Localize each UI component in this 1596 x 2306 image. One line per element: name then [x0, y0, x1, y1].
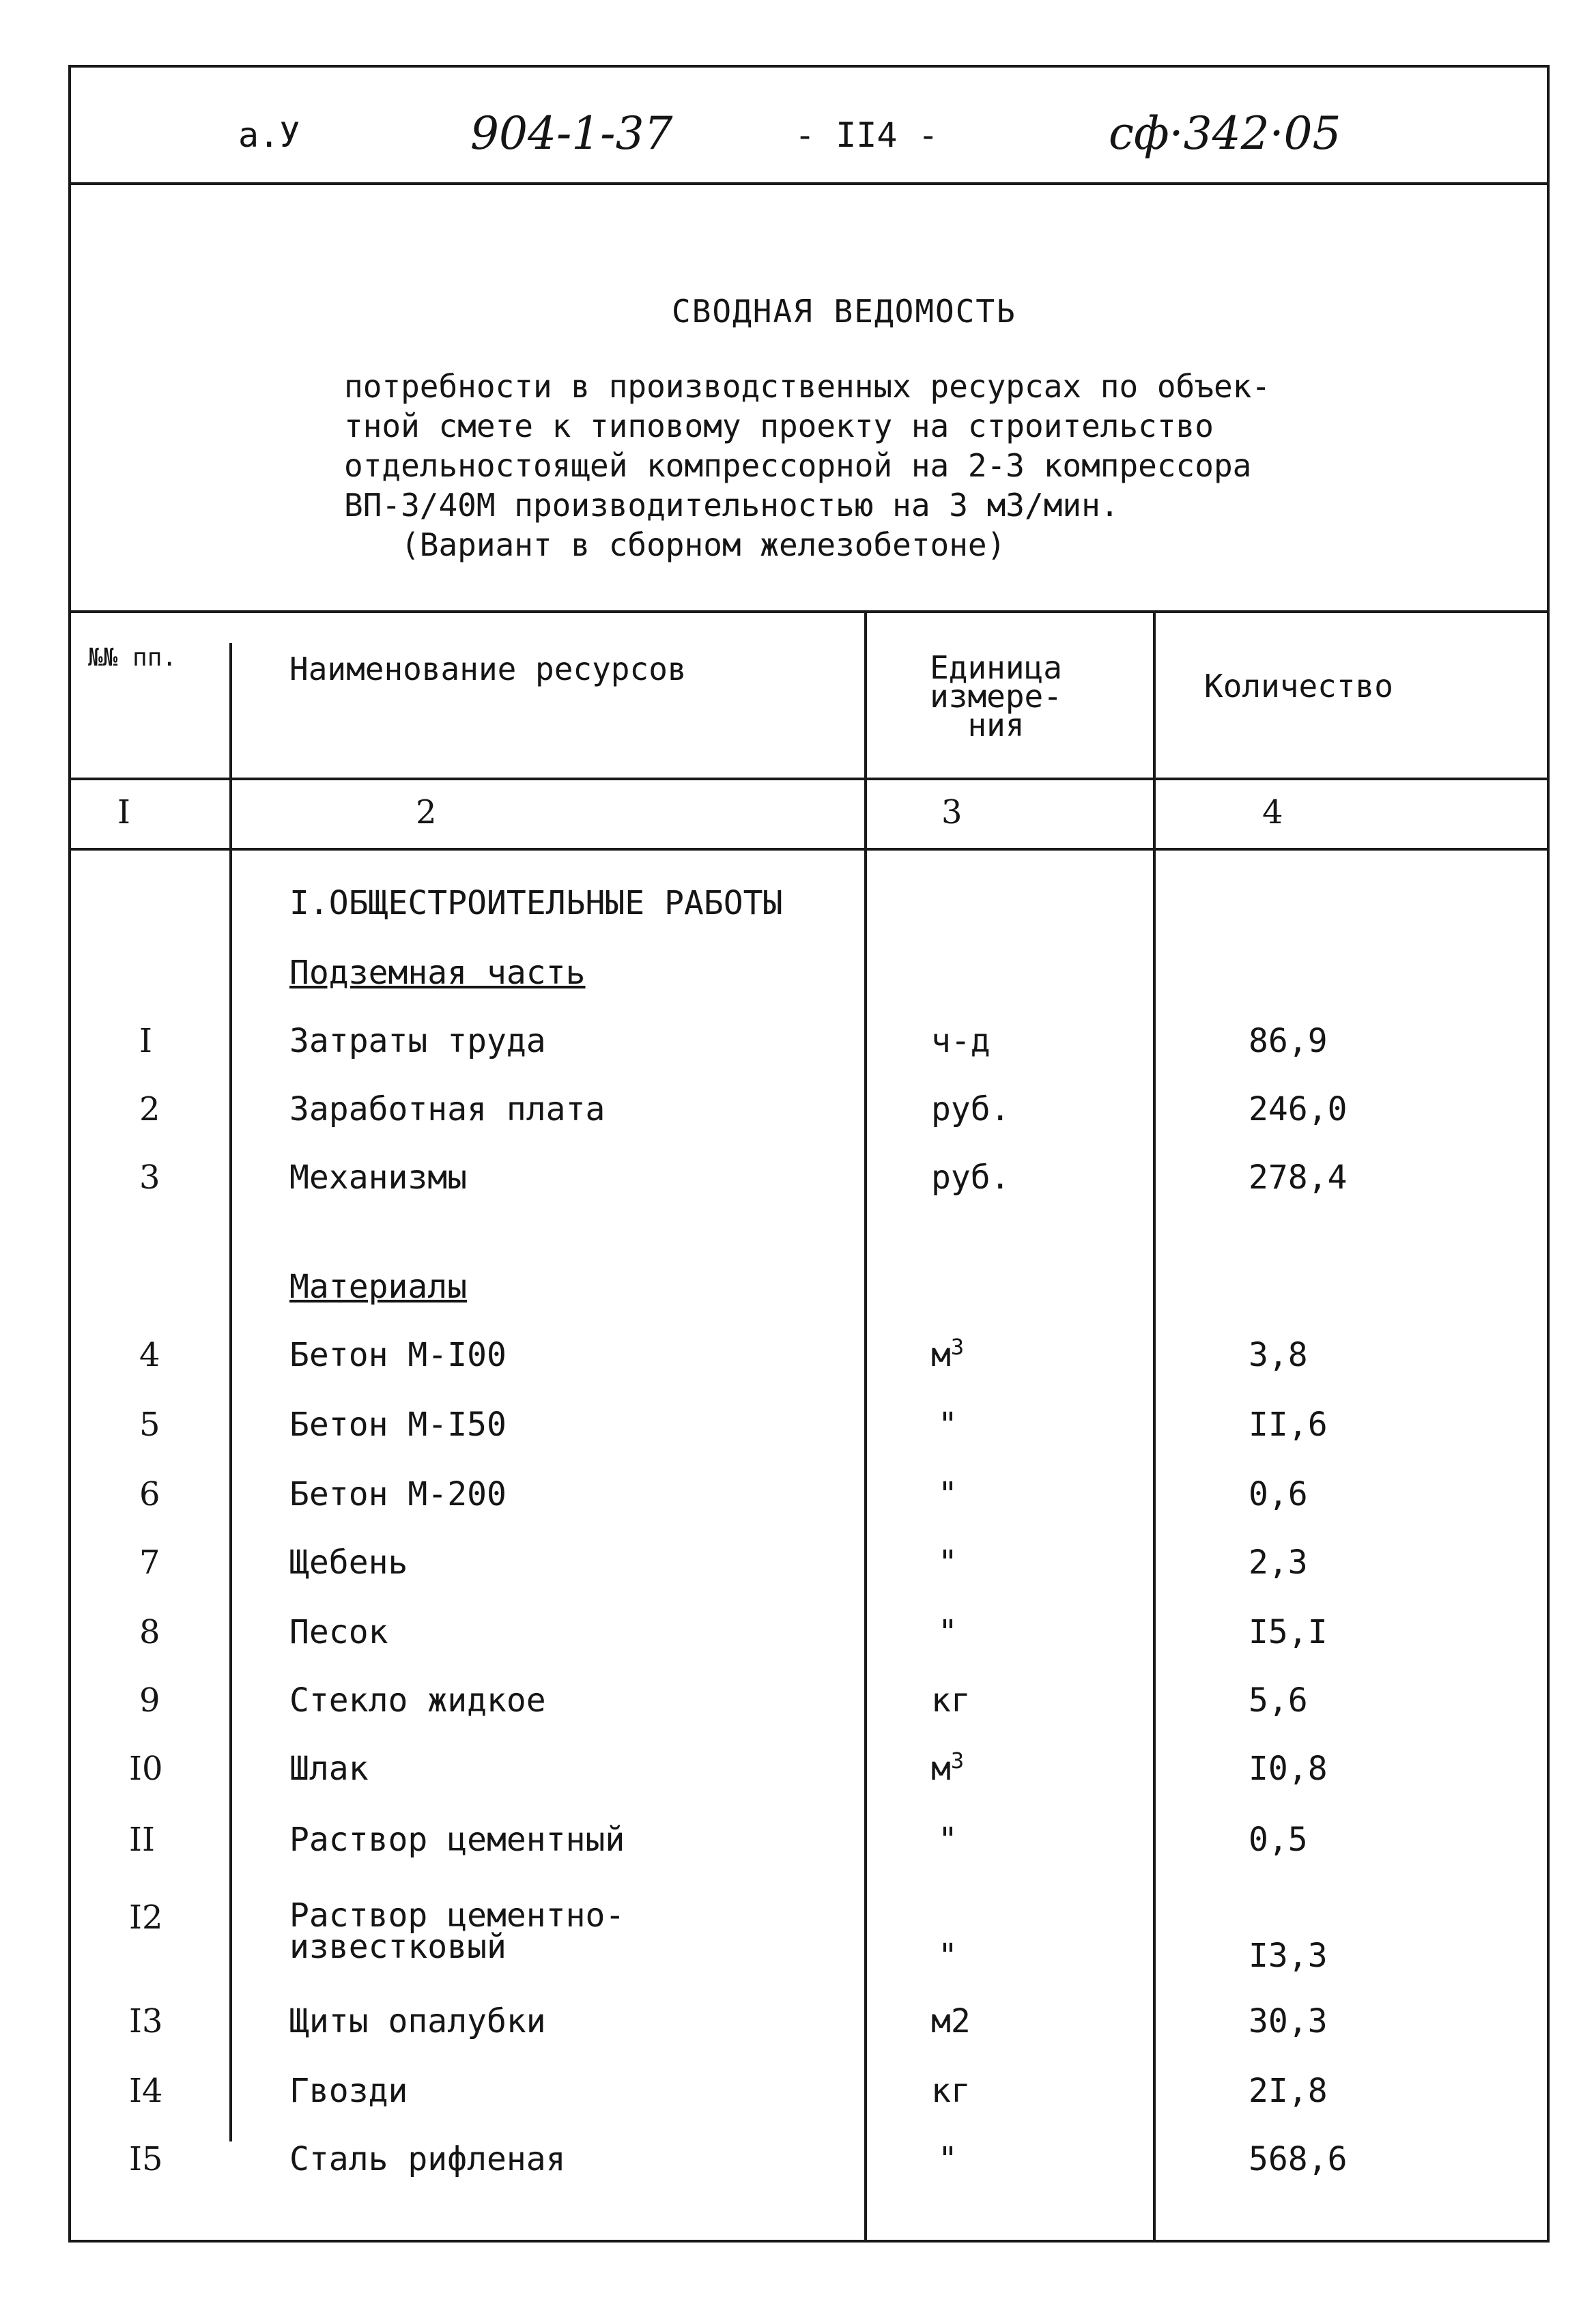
- row-number: 5: [139, 1406, 160, 1444]
- quantity: 3,8: [1249, 1336, 1308, 1374]
- subsection-title: Материалы: [289, 1268, 468, 1306]
- resource-name-line: известковый: [289, 1928, 507, 1966]
- project-code: 904-1-37: [470, 107, 673, 160]
- unit-superscript: 3: [950, 1748, 965, 1774]
- column-number: 3: [941, 793, 963, 831]
- row-number: I3: [129, 2002, 163, 2040]
- unit: [931, 1748, 965, 1788]
- document-title: СВОДНАЯ ВЕДОМОСТЬ: [672, 293, 1016, 330]
- resource-name: Бетон М-200: [289, 1475, 507, 1513]
- resource-name: Бетон М-I00: [289, 1336, 507, 1374]
- row-number: 6: [139, 1475, 160, 1513]
- column-divider: [864, 610, 867, 2243]
- unit: ": [938, 1613, 958, 1651]
- resource-name: Песок: [289, 1613, 388, 1651]
- quantity: 0,5: [1249, 1821, 1308, 1859]
- resource-name: [289, 1896, 625, 1966]
- resource-name: Щиты опалубки: [289, 2002, 546, 2040]
- resource-name-line: Раствор цементно-: [289, 1896, 625, 1935]
- resource-name: Бетон М-I50: [289, 1406, 507, 1444]
- resource-name: Щебень: [289, 1543, 408, 1582]
- unit: ч-д: [931, 1022, 991, 1060]
- column-number: 2: [416, 793, 437, 831]
- resource-name: Шлак: [289, 1750, 369, 1788]
- quantity: 2I,8: [1249, 2072, 1328, 2110]
- resource-name: Гвозди: [289, 2072, 408, 2110]
- header-bottom-border: [71, 778, 1547, 780]
- document-sheet: [68, 65, 1550, 2243]
- resource-name: Затраты труда: [289, 1022, 546, 1060]
- column-number: 4: [1262, 793, 1283, 831]
- description-line: (Вариант в сборном железобетоне): [344, 526, 1006, 563]
- description-line: потребности в производственных ресурсах по объек-: [344, 368, 1271, 405]
- resource-name: Сталь рифленая: [289, 2140, 566, 2178]
- column-divider: [1153, 610, 1156, 2243]
- description-line: отдельностоящей компрессорной на 2-3 компрессора: [344, 447, 1252, 484]
- unit: ": [938, 1543, 958, 1582]
- header-unit: Единица измере- ния: [930, 649, 1062, 743]
- column-number-border: [71, 848, 1547, 851]
- column-number: I: [117, 793, 130, 831]
- description-line: тной смете к типовому проекту на строительство: [344, 408, 1214, 444]
- header-qty: Количество: [1204, 668, 1393, 704]
- row-number: I2: [129, 1898, 163, 1937]
- resource-name: Стекло жидкое: [289, 1681, 546, 1720]
- row-number: 4: [139, 1336, 160, 1374]
- row-number: 2: [139, 1090, 160, 1128]
- quantity: I3,3: [1249, 1937, 1328, 1975]
- row-number: 3: [139, 1158, 160, 1197]
- row-number: I4: [129, 2072, 163, 2110]
- unit: ": [938, 1406, 958, 1444]
- header-num: №№ пп.: [88, 644, 177, 672]
- series-label: а.У: [238, 115, 300, 155]
- section-title: I.ОБЩЕСТРОИТЕЛЬНЫЕ РАБОТЫ: [289, 884, 783, 922]
- row-number: II: [129, 1821, 155, 1859]
- unit: кг: [931, 2072, 971, 2110]
- quantity: 86,9: [1249, 1022, 1328, 1060]
- row-number: 9: [139, 1681, 160, 1720]
- header-name: Наименование ресурсов: [289, 651, 687, 687]
- row-number: I5: [129, 2140, 163, 2178]
- unit-base: м: [931, 1750, 951, 1788]
- resource-name: Механизмы: [289, 1158, 468, 1197]
- quantity: II,6: [1249, 1406, 1328, 1444]
- quantity: I0,8: [1249, 1750, 1328, 1788]
- unit-superscript: 3: [950, 1334, 965, 1360]
- unit-base: м: [931, 1336, 951, 1374]
- quantity: I5,I: [1249, 1613, 1328, 1651]
- quantity: 0,6: [1249, 1475, 1308, 1513]
- unit: кг: [931, 1681, 971, 1720]
- quantity: 5,6: [1249, 1681, 1308, 1720]
- subsection-title: Подземная часть: [289, 954, 586, 992]
- header-divider: [71, 182, 1547, 185]
- unit: м2: [931, 2002, 971, 2040]
- column-divider: [229, 643, 232, 2141]
- row-number: 7: [139, 1543, 160, 1582]
- quantity: 30,3: [1249, 2002, 1328, 2040]
- unit: [931, 1334, 965, 1374]
- unit: руб.: [931, 1158, 1010, 1197]
- resource-name: Заработная плата: [289, 1090, 605, 1128]
- unit: руб.: [931, 1090, 1010, 1128]
- table-top-border: [71, 610, 1547, 613]
- unit: ": [938, 1475, 958, 1513]
- unit: ": [938, 1821, 958, 1859]
- unit: ": [938, 2140, 958, 2178]
- document-description: [344, 367, 1518, 565]
- quantity: 568,6: [1249, 2140, 1348, 2178]
- page-number: - II4 -: [795, 115, 939, 155]
- resource-name: Раствор цементный: [289, 1821, 625, 1859]
- description-line: ВП-3/40М производительностью на 3 м3/мин.: [344, 487, 1120, 524]
- row-number: 8: [139, 1613, 160, 1651]
- row-number: I0: [129, 1750, 163, 1788]
- sheet-code: сф·342·05: [1109, 107, 1341, 160]
- quantity: 278,4: [1249, 1158, 1348, 1197]
- quantity: 246,0: [1249, 1090, 1348, 1128]
- row-number: I: [139, 1022, 152, 1060]
- quantity: 2,3: [1249, 1543, 1308, 1582]
- unit: ": [938, 1937, 958, 1975]
